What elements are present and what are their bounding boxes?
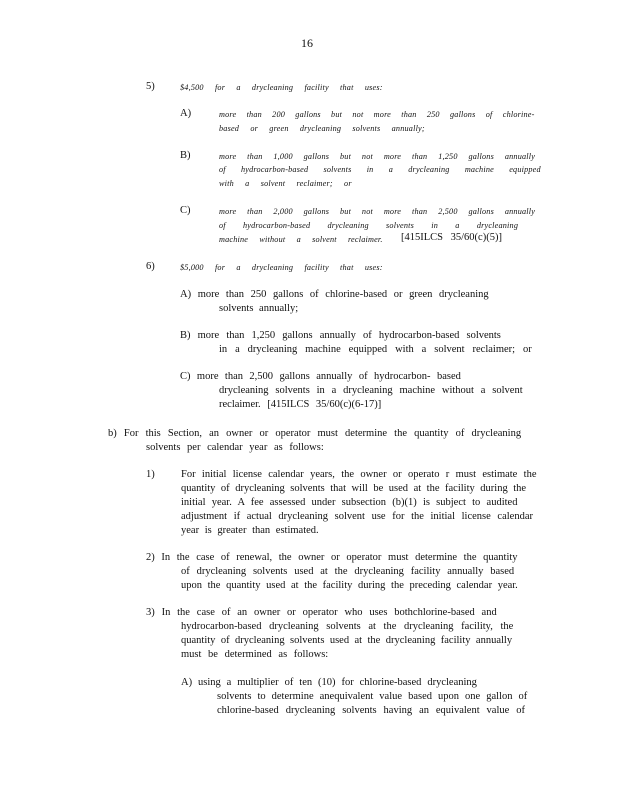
item-6-lead: $5,000 for a drycleaning facility that uses: [180, 263, 383, 272]
item-5c-line-1: more than 2,000 gallons but not more than 2,500 gallons annually [219, 207, 536, 216]
item-5-number: 5) [146, 81, 155, 92]
subsection-b-line-1: b) For this Section, an owner or operator must determine the quantity of drycleaning [108, 428, 522, 439]
item-6a-line-2: solvents annually; [219, 303, 299, 314]
b2-line-1: 2) In the case of renewal, the owner or operator must determine the quantity [146, 552, 518, 563]
b2-line-2: of drycleaning solvents used at the drycleaning facility annually based [181, 566, 515, 577]
b3a-line-3: chlorine-based drycleaning solvents having an equivalent value of [217, 705, 525, 716]
item-5c-line-3: machine without a solvent reclaimer. [219, 235, 383, 244]
b1-line-3: initial year. A fee assessed under subsection (b)(1) is subject to audited [181, 497, 518, 508]
b2-line-3: upon the quantity used at the facility during the preceding calendar year. [181, 580, 518, 591]
item-5b-line-3: with a solvent reclaimer; or [219, 179, 352, 188]
b3-line-2: hydrocarbon-based drycleaning solvents at the drycleaning facility, the [181, 621, 514, 632]
b1-line-5: year is greater than estimated. [181, 525, 319, 536]
item-6c-line-3: reclaimer. [415ILCS 35/60(c)(6-17)] [219, 399, 382, 410]
page-number: 16 [301, 36, 313, 50]
item-6a-line-1: A) more than 250 gallons of chlorine-based or green drycleaning [180, 289, 489, 300]
item-5c-label: C) [180, 205, 191, 216]
item-6c-line-2: drycleaning solvents in a drycleaning machine without a solvent [219, 385, 523, 396]
b1-line-2: quantity of drycleaning solvents that will be used at the facility during the [181, 483, 527, 494]
item-6c-line-1: C) more than 2,500 gallons annually of hydrocarbon- based [180, 371, 461, 382]
b3-line-3: quantity of drycleaning solvents used at the drycleaning facility annually [181, 635, 513, 646]
item-5b-line-1: more than 1,000 gallons but not more than 1,250 gallons annually [219, 152, 536, 161]
item-5-lead: $4,500 for a drycleaning facility that uses: [180, 83, 383, 92]
item-5b-line-2: of hydrocarbon-based solvents in a drycleaning machine equipped [219, 165, 541, 174]
item-5a-line-1: more than 200 gallons but not more than 250 gallons of chlorine- [219, 110, 535, 119]
item-5c-citation: [415ILCS 35/60(c)(5)] [401, 232, 502, 243]
b3-line-1: 3) In the case of an owner or operator who uses bothchlorine-based and [146, 607, 497, 618]
subsection-b-line-2: solvents per calendar year as follows: [146, 442, 324, 453]
item-6-number: 6) [146, 261, 155, 272]
item-6b-line-2: in a drycleaning machine equipped with a solvent reclaimer; or [219, 344, 532, 355]
b1-number: 1) [146, 469, 155, 480]
item-5c-line-2: of hydrocarbon-based drycleaning solvents in a drycleaning [219, 221, 519, 230]
item-5b-label: B) [180, 150, 191, 161]
item-5a-label: A) [180, 108, 192, 119]
b3a-line-1: A) using a multiplier of ten (10) for chlorine-based drycleaning [181, 677, 477, 688]
b1-line-1: For initial license calendar years, the owner or operato r must estimate the [181, 469, 537, 480]
b3a-line-2: solvents to determine anequivalent value based upon one gallon of [217, 691, 528, 702]
b1-line-4: adjustment if actual drycleaning solvent use for the initial license calendar [181, 511, 533, 522]
item-6b-line-1: B) more than 1,250 gallons annually of hydrocarbon-based solvents [180, 330, 501, 341]
b3-line-4: must be determined as follows: [181, 649, 329, 660]
item-5a-line-2: based or green drycleaning solvents annually; [219, 124, 425, 133]
